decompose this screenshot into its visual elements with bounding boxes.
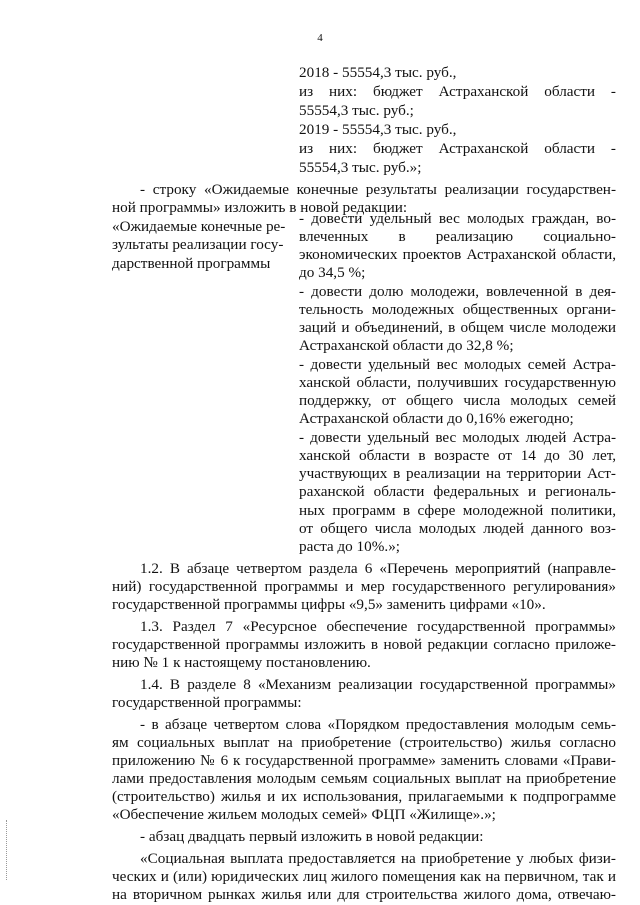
- table-right-cell-line: от общего числа молодых людей данного воз-: [299, 520, 616, 537]
- paragraph-line: нию № 1 к настоящему постановлению.: [112, 654, 371, 671]
- table-left-cell-line: «Ожидаемые конечные ре-: [112, 218, 286, 235]
- paragraph-line: ческих и (или) юридических лиц жилого помещения как на первичном, так и: [112, 868, 616, 885]
- paragraph-line: (строительство) жилья и их использования, прилагаемыми к подпрограмме: [112, 788, 616, 805]
- table-right-cell-line: ханской области, получивших государственную: [299, 374, 616, 391]
- paragraph-line: лами предоставления молодым семьям социальных выплат на приобретение: [112, 770, 616, 787]
- text-line: 2019 - 55554,3 тыс. руб.,: [299, 121, 457, 138]
- paragraph-line: «Обеспечение жильем молодых семей» ФЦП «Жилище».»;: [112, 806, 496, 823]
- table-right-cell-line: заций и объединений, в общем числе молодежи: [299, 319, 616, 336]
- paragraph-line: - в абзаце четвертом слова «Порядком предоставления молодым семь-: [140, 716, 616, 733]
- text-line: 2018 - 55554,3 тыс. руб.,: [299, 64, 457, 81]
- text-line: из них: бюджет Астраханской области -: [299, 140, 616, 157]
- paragraph-line: ям социальных выплат на приобретение (строительство) жилья согласно: [112, 734, 616, 751]
- table-right-cell-line: - довести удельный вес молодых людей Астра-: [299, 429, 616, 446]
- table-right-cell-line: - довести удельный вес молодых семей Астра-: [299, 356, 616, 373]
- text-line: 55554,3 тыс. руб.»;: [299, 159, 422, 176]
- margin-scan-marks: [6, 820, 8, 880]
- text-line: ной программы» изложить в новой редакции:: [112, 199, 408, 216]
- text-line: из них: бюджет Астраханской области -: [299, 83, 616, 100]
- paragraph-line: государственной программы цифры «9,5» заменить цифрами «10».: [112, 596, 546, 613]
- table-right-cell-line: - довести долю молодежи, вовлеченной в дея-: [299, 283, 616, 300]
- paragraph-line: 1.4. В разделе 8 «Механизм реализации государственной программы»: [140, 676, 616, 693]
- table-right-cell-line: Астраханской области до 0,16% ежегодно;: [299, 410, 574, 427]
- text-line: 55554,3 тыс. руб.;: [299, 102, 414, 119]
- paragraph-line: государственной программы:: [112, 694, 302, 711]
- table-right-cell-line: влеченных в реализацию социально-: [299, 228, 616, 245]
- paragraph-line: на вторичном рынках жилья или для строительства жилого дома, отвечаю-: [112, 886, 616, 903]
- paragraph-line: 1.2. В абзаце четвертом раздела 6 «Перечень мероприятий (направле-: [140, 560, 616, 577]
- table-left-cell-line: дарственной программы: [112, 255, 271, 272]
- table-right-cell-line: до 34,5 %;: [299, 264, 366, 281]
- paragraph-line: приложению № 6 к государственной программе» заменить словами «Прави-: [112, 752, 616, 769]
- paragraph-line: «Социальная выплата предоставляется на приобретение у любых физи-: [140, 850, 616, 867]
- table-right-cell-line: поддержку, от общего числа молодых семей: [299, 392, 616, 409]
- table-right-cell-line: тельность молодежных общественных органи-: [299, 301, 616, 318]
- table-right-cell-line: раханской области федеральных и региональ-: [299, 483, 616, 500]
- table-right-cell-line: ханской области в возрасте от 14 до 30 лет,: [299, 447, 616, 464]
- paragraph-line: 1.3. Раздел 7 «Ресурсное обеспечение государственной программы»: [140, 618, 616, 635]
- paragraph-line: государственной программы изложить в новой редакции согласно приложе-: [112, 636, 616, 653]
- table-right-cell-line: раста до 10%.»;: [299, 538, 401, 555]
- table-right-cell-line: Астраханской области до 32,8 %;: [299, 337, 514, 354]
- page-number: 4: [317, 32, 323, 44]
- paragraph-line: ний) государственной программы и мер государственного регулирования»: [112, 578, 616, 595]
- text-line: - строку «Ожидаемые конечные результаты реализации государствен-: [140, 181, 616, 198]
- paragraph-line: - абзац двадцать первый изложить в новой редакции:: [140, 828, 484, 845]
- table-right-cell-line: ных программ в сфере молодежной политики,: [299, 502, 616, 519]
- table-left-cell-line: зультаты реализации госу-: [112, 236, 284, 253]
- table-right-cell-line: экономических проектов Астраханской области,: [299, 246, 616, 263]
- table-right-cell-line: - довести удельный вес молодых граждан, во-: [299, 210, 616, 227]
- table-right-cell-line: участвующих в реализации на территории Аст-: [299, 465, 616, 482]
